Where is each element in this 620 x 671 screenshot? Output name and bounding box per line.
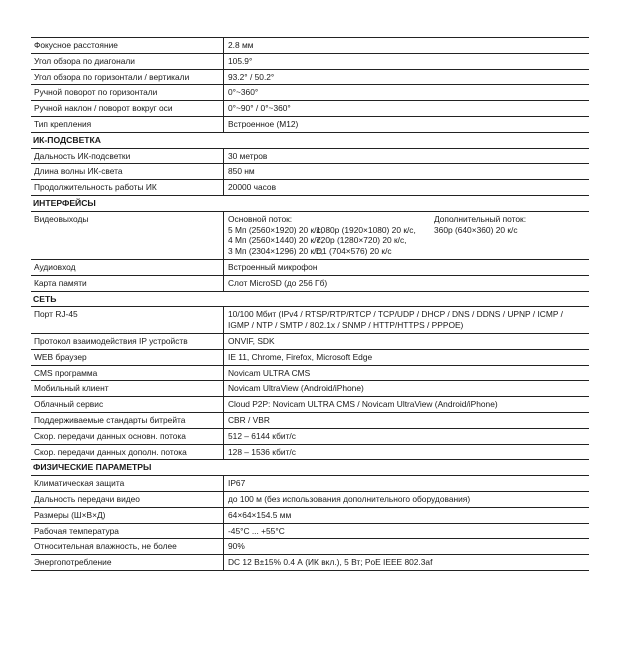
row-label: Дальность ИК-подсветки <box>31 148 224 164</box>
row-label: Тип крепления <box>31 116 224 132</box>
row-label: Размеры (Ш×В×Д) <box>31 507 224 523</box>
row-value: 93.2° / 50.2° <box>224 69 590 85</box>
section-title: ФИЗИЧЕСКИЕ ПАРАМЕТРЫ <box>31 460 589 476</box>
row-value: -45°C ... +55°C <box>224 523 590 539</box>
main-stream-res: D1 (704×576) 20 к/с <box>316 246 392 257</box>
row-label: Порт RJ-45 <box>31 307 224 334</box>
row-label: Скор. передачи данных основн. потока <box>31 428 224 444</box>
table-row <box>31 38 589 54</box>
table-row <box>31 412 589 428</box>
table-row <box>31 164 589 180</box>
row-label: Поддерживаемые стандарты битрейта <box>31 412 224 428</box>
row-value: 30 метров <box>224 148 590 164</box>
table-row <box>31 381 589 397</box>
row-label: Длина волны ИК-света <box>31 164 224 180</box>
row-value: 90% <box>224 539 590 555</box>
row-value: Встроенный микрофон <box>224 259 590 275</box>
table-row <box>31 148 589 164</box>
section-title: ИНТЕРФЕЙСЫ <box>31 195 589 211</box>
row-label: CMS программа <box>31 365 224 381</box>
row-label: Продолжительность работы ИК <box>31 180 224 196</box>
table-row <box>31 101 589 117</box>
row-label: Протокол взаимодействия IP устройств <box>31 333 224 349</box>
table-row <box>31 259 589 275</box>
table-row <box>31 69 589 85</box>
table-row <box>31 523 589 539</box>
row-value: DC 12 В±15% 0.4 А (ИК вкл.), 5 Вт; PoE IEEE 802.3af <box>224 555 590 571</box>
row-value: CBR / VBR <box>224 412 590 428</box>
row-label: Мобильный клиент <box>31 381 224 397</box>
table-row <box>31 555 589 571</box>
row-value: 850 нм <box>224 164 590 180</box>
sub-stream-res: 360p (640×360) 20 к/с <box>434 224 518 235</box>
row-value: Слот MicroSD (до 256 Гб) <box>224 275 590 291</box>
table-row <box>31 85 589 101</box>
row-value: 0°~90° / 0°~360° <box>224 101 590 117</box>
table-row <box>31 180 589 196</box>
main-stream-res: 720p (1280×720) 20 к/с, <box>316 235 407 246</box>
section-header-network <box>31 291 589 307</box>
row-label: Ручной поворот по горизонтали <box>31 85 224 101</box>
main-stream-res: 4 Мп (2560×1440) 20 к/с, <box>228 235 324 246</box>
spec-sheet <box>31 37 589 571</box>
main-stream-header: Основной поток: <box>228 213 293 224</box>
table-row <box>31 476 589 492</box>
row-label: Рабочая температура <box>31 523 224 539</box>
table-row <box>31 507 589 523</box>
row-value: Cloud P2P: Novicam ULTRA CMS / Novicam UltraView (Android/iPhone) <box>224 397 590 413</box>
row-label: Видеовыходы <box>31 211 224 259</box>
table-row <box>31 333 589 349</box>
table-row <box>31 275 589 291</box>
table-row <box>31 53 589 69</box>
table-row <box>31 428 589 444</box>
row-label: Фокусное расстояние <box>31 38 224 54</box>
row-label: Облачный сервис <box>31 397 224 413</box>
table-row <box>31 365 589 381</box>
table-row <box>31 349 589 365</box>
table-row-video-outputs <box>31 211 589 259</box>
row-label: Климатическая защита <box>31 476 224 492</box>
row-value: Novicam ULTRA CMS <box>224 365 590 381</box>
section-header-ir <box>31 132 589 148</box>
section-title: СЕТЬ <box>31 291 589 307</box>
table-row <box>31 307 589 334</box>
row-value: 0°~360° <box>224 85 590 101</box>
row-label: Аудиовход <box>31 259 224 275</box>
main-stream-res: 1080p (1920×1080) 20 к/с, <box>316 224 416 235</box>
row-value: IP67 <box>224 476 590 492</box>
row-label: Угол обзора по горизонтали / вертикали <box>31 69 224 85</box>
sub-stream-header: Дополнительный поток: <box>434 213 527 224</box>
main-stream-res: 5 Мп (2560×1920) 20 к/с, <box>228 224 324 235</box>
row-label: Относительная влажность, не более <box>31 539 224 555</box>
row-label: Угол обзора по диагонали <box>31 53 224 69</box>
row-value: до 100 м (без использования дополнительного оборудования) <box>224 491 590 507</box>
section-title: ИК-ПОДСВЕТКА <box>31 132 589 148</box>
row-value: Novicam UltraView (Android/iPhone) <box>224 381 590 397</box>
row-label: Карта памяти <box>31 275 224 291</box>
row-value: 105.9° <box>224 53 590 69</box>
table-row <box>31 491 589 507</box>
row-value: 2.8 мм <box>224 38 590 54</box>
row-label: Скор. передачи данных дополн. потока <box>31 444 224 460</box>
main-stream-res: 3 Мп (2304×1296) 20 к/с, <box>228 246 324 257</box>
row-value: IE 11, Chrome, Firefox, Microsoft Edge <box>224 349 590 365</box>
row-value: 128 – 1536 кбит/с <box>224 444 590 460</box>
row-value: Встроенное (M12) <box>224 116 590 132</box>
table-row <box>31 539 589 555</box>
row-value: 20000 часов <box>224 180 590 196</box>
row-value: 10/100 Мбит (IPv4 / RTSP/RTP/RTCP / TCP/UDP / DHCP / DNS / DDNS / UPNP / ICMP / IGMP / NTP / SMTP / 802.1x / SNMP / HTTP/HTTPS / PPPOE) <box>224 307 590 334</box>
section-header-interfaces <box>31 195 589 211</box>
video-outputs-value <box>224 211 590 259</box>
spec-table <box>31 37 589 571</box>
section-header-physical <box>31 460 589 476</box>
table-row <box>31 116 589 132</box>
row-value: 512 – 6144 кбит/с <box>224 428 590 444</box>
row-label: WEB браузер <box>31 349 224 365</box>
row-label: Дальность передачи видео <box>31 491 224 507</box>
table-row <box>31 397 589 413</box>
row-value: 64×64×154.5 мм <box>224 507 590 523</box>
row-value: ONVIF, SDK <box>224 333 590 349</box>
row-label: Ручной наклон / поворот вокруг оси <box>31 101 224 117</box>
row-label: Энергопотребление <box>31 555 224 571</box>
video-streams-grid <box>228 214 586 257</box>
table-row <box>31 444 589 460</box>
